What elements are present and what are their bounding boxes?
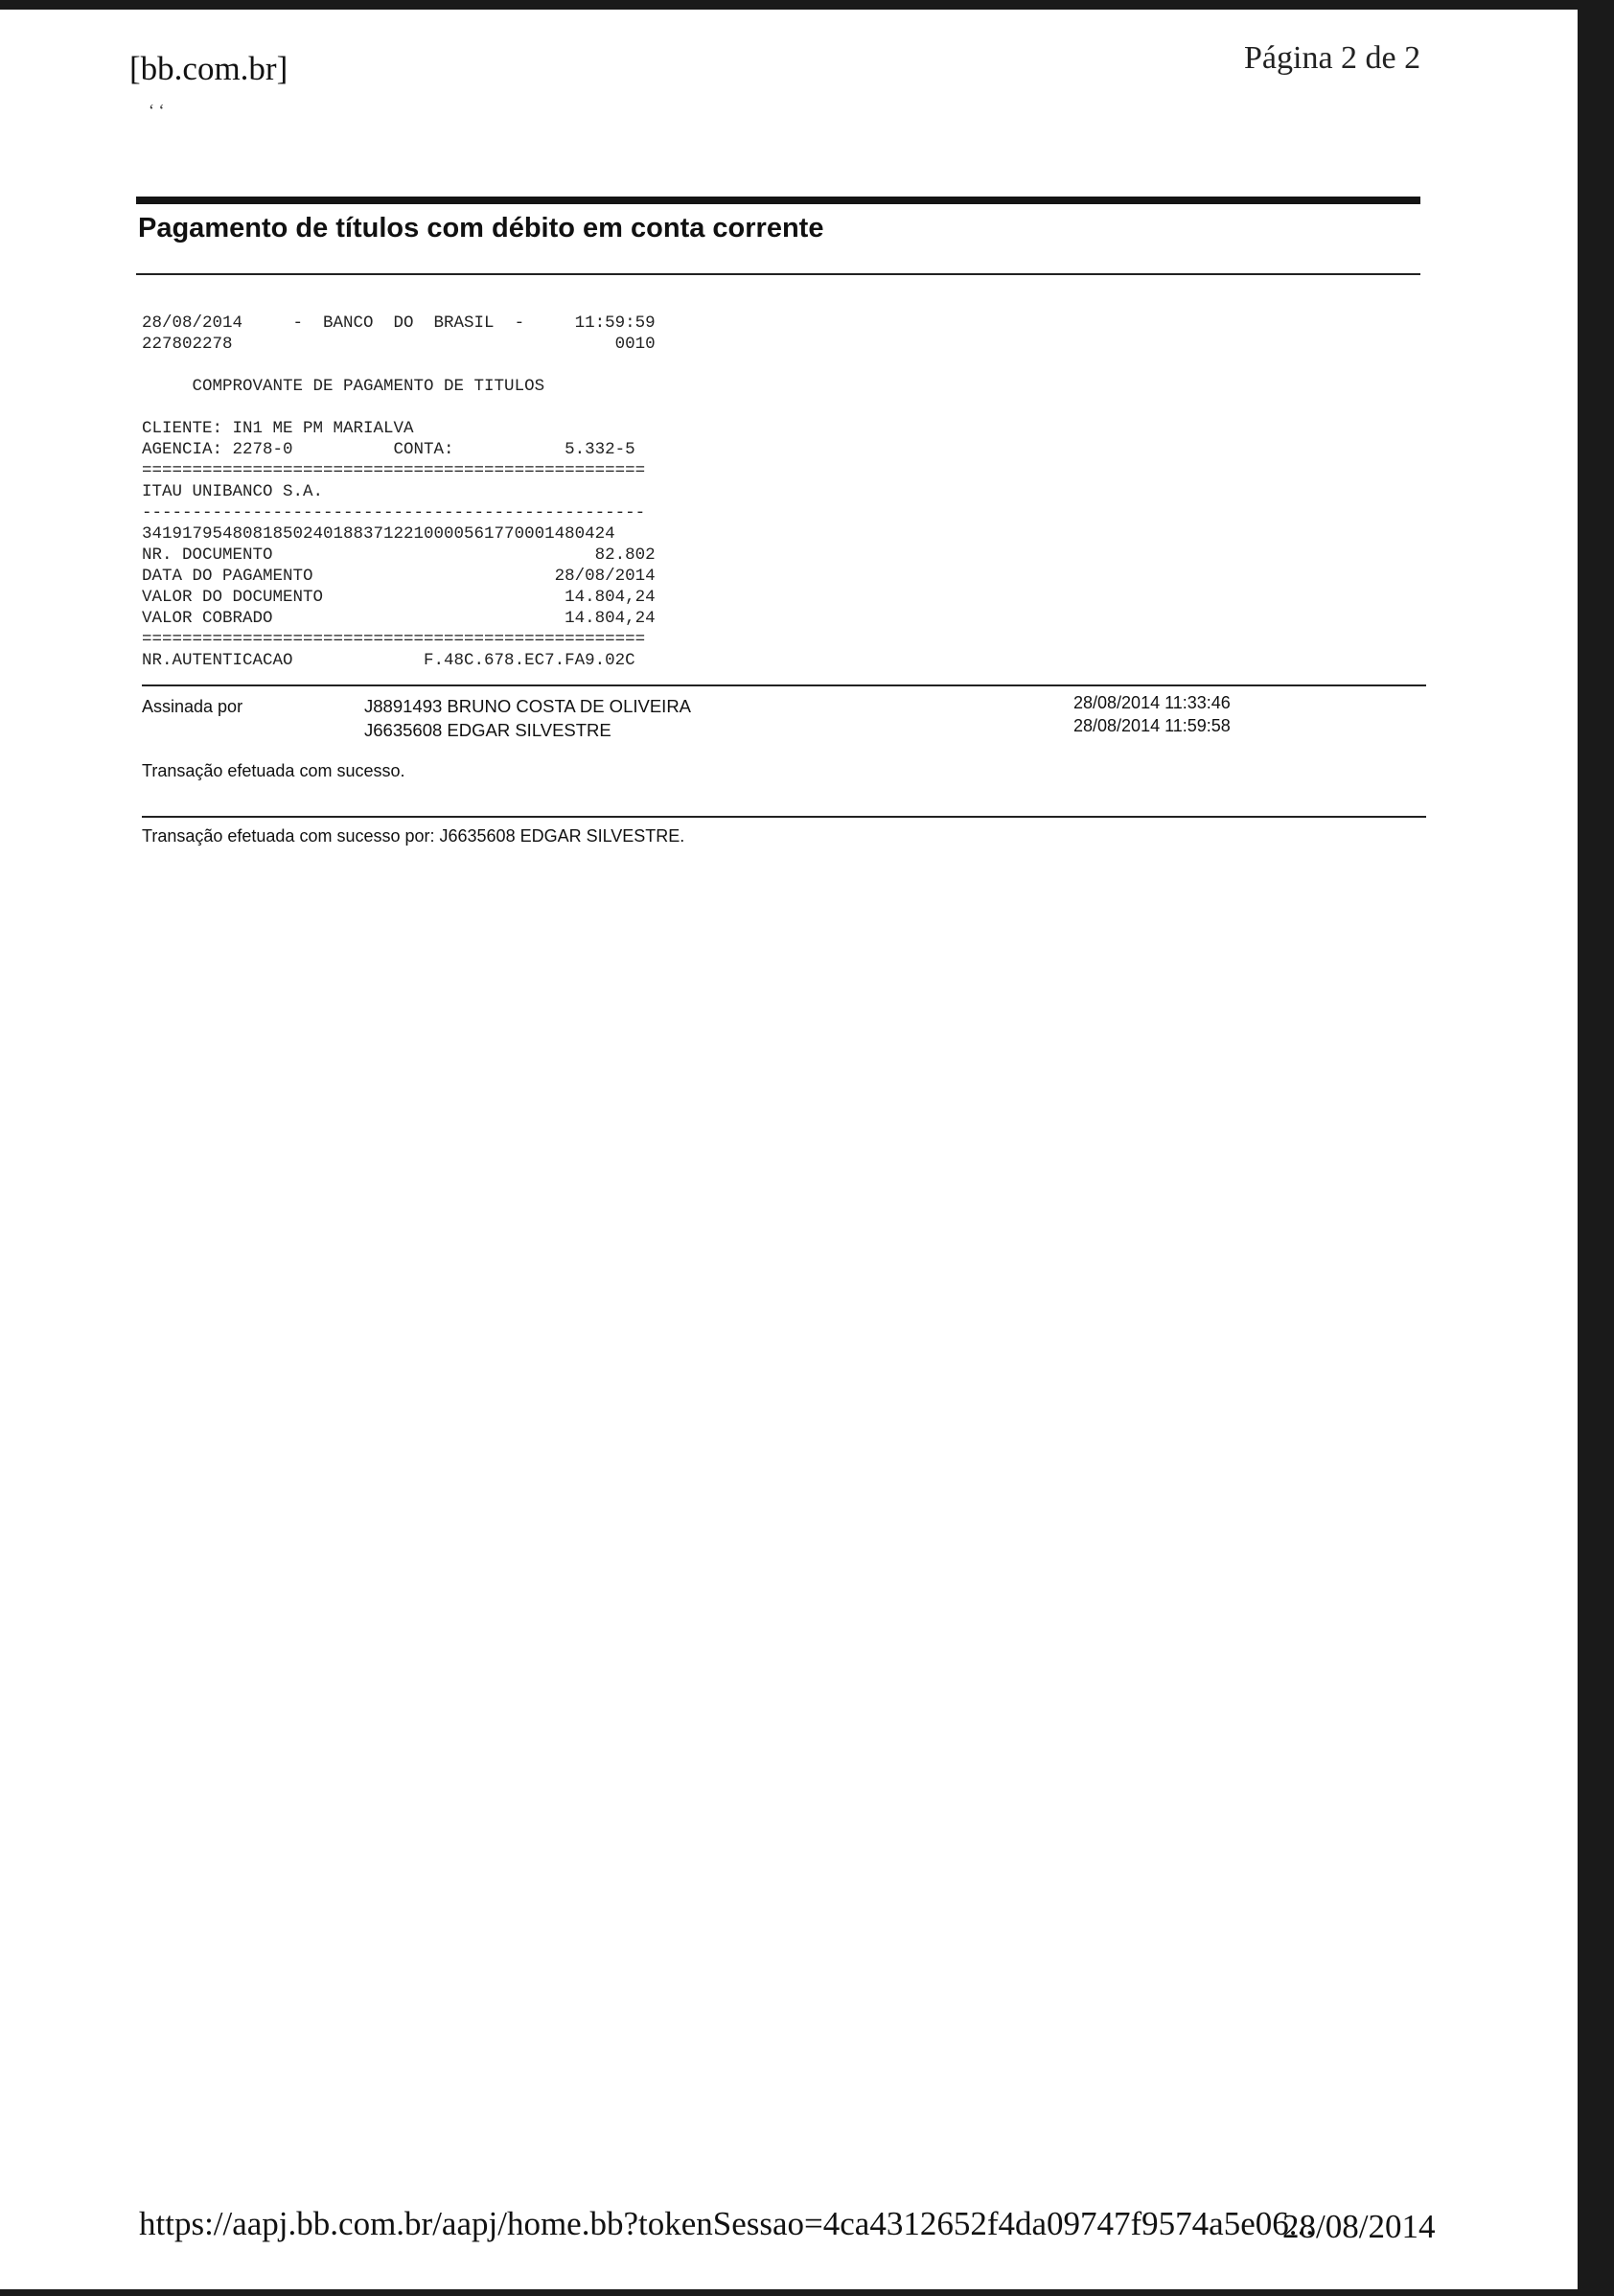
receipt-line: VALOR DO DOCUMENTO 14.804,24 <box>142 588 656 607</box>
receipt-line: NR.AUTENTICACAO F.48C.678.EC7.FA9.02C <box>142 651 635 670</box>
receipt-line: ================================================== <box>142 630 646 649</box>
scan-marks: ‘ ‘ <box>149 101 165 120</box>
header-site: [bb.com.br] <box>129 50 288 87</box>
signed-by-label: Assinada por <box>142 697 243 716</box>
status-by-message: Transação efetuada com sucesso por: J6635608 EDGAR SILVESTRE. <box>142 826 685 846</box>
receipt-line: VALOR COBRADO 14.804,24 <box>142 609 656 628</box>
title-rule-thick <box>136 197 1420 204</box>
footer-url: https://aapj.bb.com.br/aapj/home.bb?tokenSessao=4ca4312652f4da09747f9574a5e06... <box>139 2205 1314 2242</box>
payment-receipt <box>142 313 656 671</box>
receipt-line: -------------------------------------------------- <box>142 503 646 522</box>
receipt-line: 227802278 0010 <box>142 335 656 354</box>
signer-name: J8891493 BRUNO COSTA DE OLIVEIRA <box>364 696 692 716</box>
receipt-line: 28/08/2014 - BANCO DO BRASIL - 11:59:59 <box>142 313 656 333</box>
receipt-line: CLIENTE: IN1 ME PM MARIALVA <box>142 419 414 438</box>
signer-names <box>364 694 691 742</box>
signature-dates <box>1073 691 1231 737</box>
receipt-line: ITAU UNIBANCO S.A. <box>142 482 324 501</box>
receipt-line: COMPROVANTE DE PAGAMENTO DE TITULOS <box>142 377 545 396</box>
status-rule <box>142 816 1426 818</box>
receipt-line: DATA DO PAGAMENTO 28/08/2014 <box>142 567 656 586</box>
status-message: Transação efetuada com sucesso. <box>142 761 405 780</box>
signature-datetime: 28/08/2014 11:33:46 <box>1073 693 1231 712</box>
signature-datetime: 28/08/2014 11:59:58 <box>1073 716 1231 735</box>
title-rule-thin <box>136 273 1420 275</box>
receipt-line: ================================================== <box>142 461 646 480</box>
receipt-line: AGENCIA: 2278-0 CONTA: 5.332-5 <box>142 440 635 459</box>
signer-name: J6635608 EDGAR SILVESTRE <box>364 720 611 740</box>
receipt-line: 34191795480818502401883712210000561770001480424 <box>142 524 615 544</box>
receipt-line: NR. DOCUMENTO 82.802 <box>142 545 656 565</box>
footer-date: 28/08/2014 <box>1282 2208 1436 2245</box>
document-page <box>0 10 1578 2289</box>
page-indicator: Página 2 de 2 <box>1244 40 1421 76</box>
signature-rule <box>142 684 1426 686</box>
document-title: Pagamento de títulos com débito em conta corrente <box>138 213 824 244</box>
